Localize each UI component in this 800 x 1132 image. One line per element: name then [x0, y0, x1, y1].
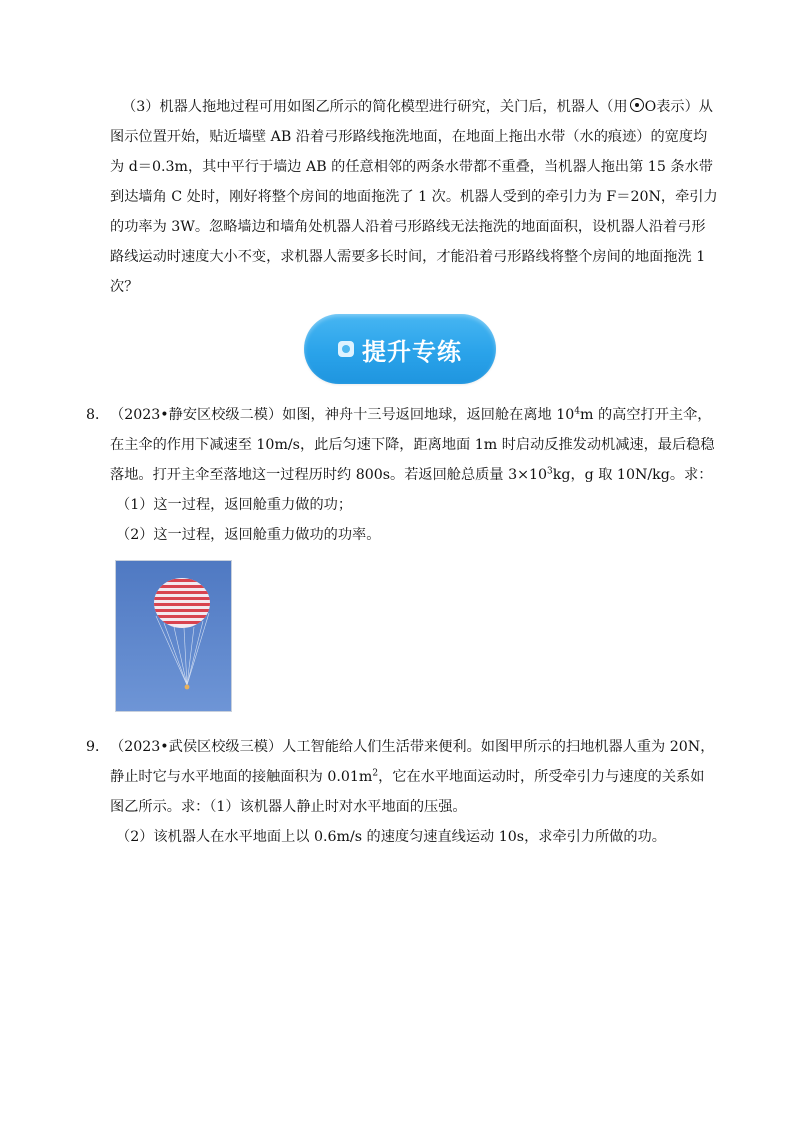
q8-number: 8．	[86, 407, 110, 423]
q8-line-1: 8．（2023•静安区校级二模）如图，神舟十三号返回地球，返回舱在离地 $10^4m$ 的高空打开主伞，	[86, 400, 726, 430]
speech-bubble-icon	[338, 341, 354, 357]
q9-line-2: 静止时它与水平地面的接触面积为 $0.01m^2$，它在水平地面运动时，所受牵引力与速度的关系如	[110, 768, 705, 785]
q9-number: 9．	[86, 739, 110, 755]
q7-line-3: 为 d＝0.3m，其中平行于墙边 AB 的任意相邻的两条水带都不重叠，当机器人拖出第 15 条水带	[110, 159, 713, 175]
q7-line-6: 路线运动时速度大小不变，求机器人需要多长时间，才能沿着弓形路线将整个房间的地面拖洗 1	[110, 249, 706, 265]
banner-title: 提升专练	[362, 337, 462, 366]
question-8	[86, 400, 726, 550]
q8-line-2: 在主伞的作用下减速至 10m/s，此后匀速下降，距离地面 1m 时启动反推发动机减速，最后稳稳	[110, 437, 715, 453]
q7-line-5: 的功率为 3W。忽略墙边和墙角处机器人沿着弓形路线无法拖洗的地面面积，设机器人沿着弓形	[110, 219, 706, 235]
q9-line-1: 9．（2023•武侯区校级三模）人工智能给人们生活带来便利。如图甲所示的扫地机器人重为 20N，	[86, 732, 726, 762]
q8-sub-1: （1）这一过程，返回舱重力做的功；	[116, 497, 353, 513]
robot-circle-icon	[630, 98, 644, 112]
q9-sub-2: （2）该机器人在水平地面上以 0.6m/s 的速度匀速直线运动 10s，求牵引力所做的功。	[116, 829, 666, 845]
parachute-photo	[115, 560, 232, 712]
question-9	[86, 732, 726, 852]
q7-line-1: （3）机器人拖地过程可用如图乙所示的简化模型进行研究，关门后，机器人（用 O表示）从	[122, 99, 713, 115]
q9-line-3: 图乙所示。求：（1）该机器人静止时对水平地面的压强。	[110, 799, 467, 815]
practice-banner	[304, 314, 496, 384]
q7-line-2: 图示位置开始，贴近墙壁 AB 沿着弓形路线拖洗地面，在地面上拖出水带（水的痕迹）的宽度均	[110, 129, 708, 145]
q8-sub-2: （2）这一过程，返回舱重力做功的功率。	[116, 527, 381, 543]
q7-part3	[110, 92, 718, 302]
q7-line-7: 次？	[110, 279, 139, 295]
q8-line-3: 落地。打开主伞至落地这一过程历时约 800s。若返回舱总质量 $3\times 10^3kg$，g 取 10N/kg。求：	[110, 466, 713, 483]
q7-line-4: 到达墙角 C 处时，刚好将整个房间的地面拖洗了 1 次。机器人受到的牵引力为 F＝20N，牵引力	[110, 189, 718, 205]
